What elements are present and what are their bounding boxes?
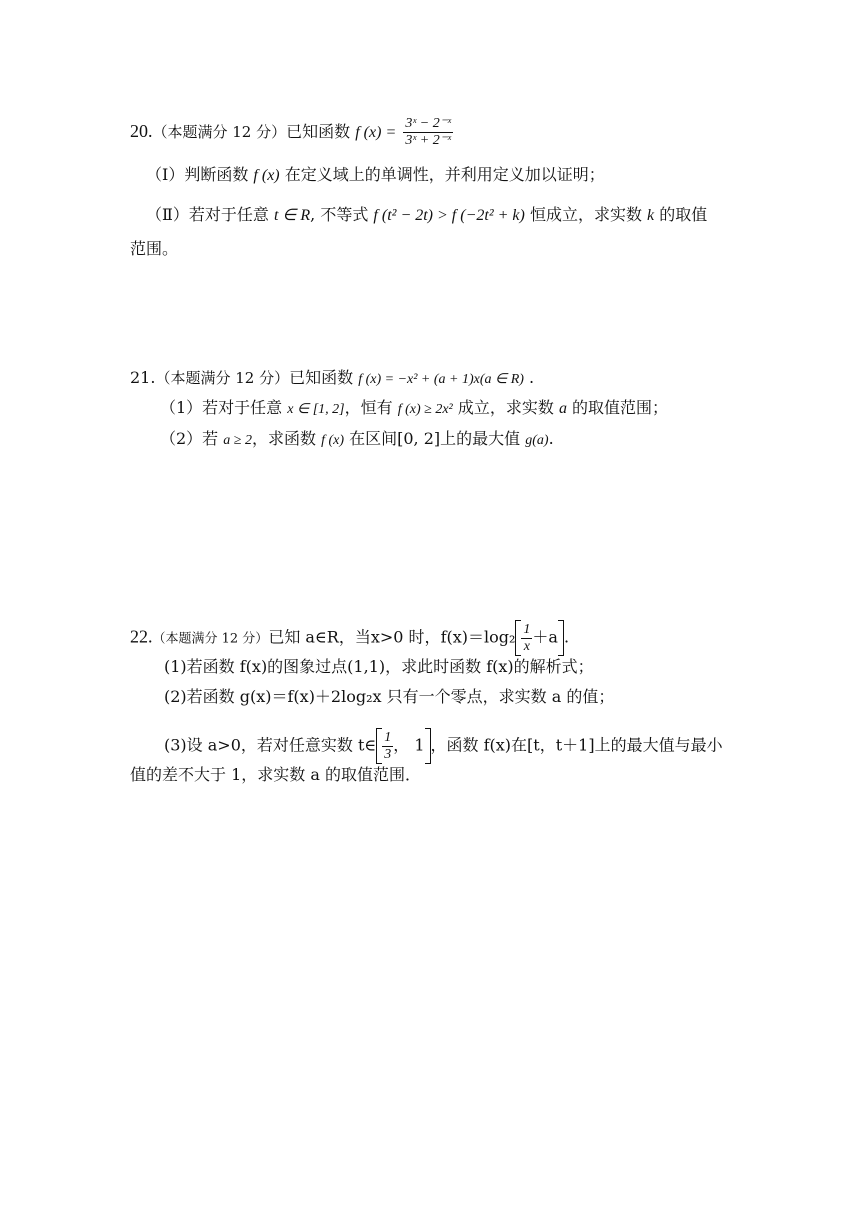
q22-part3 [164, 728, 723, 764]
q20-part2-cont [130, 238, 178, 260]
q22-part3-text-b: ，函数 f(x)在[t，t＋1]上的最大值与最小 [430, 735, 723, 755]
q21-intro: 已知函数 [289, 368, 354, 387]
q22-intro-b: a∈R，当 [305, 627, 371, 647]
q21-part2-text-d: . [548, 429, 554, 448]
q21-end: . [529, 368, 535, 387]
q20-part2-text-c: 恒成立，求实数 [529, 205, 642, 224]
q21-part1-x: x ∈ [1, 2] [287, 402, 345, 417]
q20-frac-den: 3ˣ + 2⁻ˣ [405, 133, 452, 148]
q20-part2-text-a: （Ⅱ）若对于任意 [146, 205, 269, 224]
q20-part2-t: t ∈ R [273, 207, 311, 224]
q21-number: 21. [130, 368, 156, 387]
q22-number: 22. [130, 626, 153, 647]
q22-intro-c: x>0 时， [370, 627, 441, 647]
q21-part1-var: a [558, 400, 567, 417]
q22-frac-num: 1 [523, 621, 531, 637]
q20-part2-text-d: 的取值 [659, 205, 708, 224]
q20-intro: 已知函数 [286, 122, 351, 141]
q22-intro-a: 已知 [268, 627, 301, 647]
q21-part2-g: g(a) [525, 433, 549, 448]
q21-part1-text-c: 成立，求实数 [457, 398, 554, 417]
q20-part1-func: f (x) [253, 167, 280, 184]
q22-part3-one: ， 1 [393, 735, 425, 755]
q20-frac-num: 3ˣ − 2⁻ˣ [405, 116, 452, 131]
q22-func: f(x)＝log₂ [440, 627, 516, 647]
q20-header [130, 116, 455, 149]
q21-tag: （本题满分 12 分） [155, 369, 290, 387]
q21-part2 [160, 428, 554, 452]
q22-part3-text-a: (3)设 a>0，若对任意实数 t∈ [164, 735, 377, 755]
q20-part1-text-a: （Ⅰ）判断函数 [146, 165, 249, 184]
q21-part1 [160, 397, 668, 421]
q21-func: f (x) = −x² + (a + 1)x(a ∈ R) [358, 372, 524, 387]
q20-tag: （本题满分 12 分） [152, 123, 287, 141]
q21-header [130, 367, 534, 391]
q21-part2-text-b: ，求函数 [251, 429, 316, 448]
q22-end: . [563, 627, 570, 647]
q21-part2-func: f (x) [321, 433, 345, 448]
q22-part3-fraction [382, 730, 393, 763]
q22-tag: （本题满分 12 分） [152, 631, 269, 647]
q20-part2 [146, 204, 707, 227]
q22-part3-frac-num: 1 [384, 729, 392, 745]
q22-part3-cont [130, 764, 421, 786]
q22-frac-den: x [523, 638, 531, 654]
q21-part1-text-d: 的取值范围； [572, 398, 669, 417]
q20-part2-text-b: , 不等式 [310, 205, 369, 224]
q22-part1-text: (1)若函数 f(x)的图象过点(1,1)，求此时函数 f(x)的解析式； [164, 657, 594, 676]
q21-part2-cond: a ≥ 2 [223, 433, 252, 448]
q22-part3-frac-den: 3 [384, 746, 392, 762]
q21-part1-text-a: （1）若对于任意 [160, 398, 283, 417]
q20-part2-inequality: f (t² − 2t) > f (−2t² + k) [373, 207, 525, 224]
q20-part2-text-e: 范围。 [130, 239, 179, 258]
q20-part2-k: k [647, 207, 655, 224]
q22-frac-plus: ＋a [532, 627, 558, 647]
q20-part1 [146, 164, 605, 187]
q22-part1 [164, 656, 594, 678]
q21-part1-inequality: f (x) ≥ 2x² [397, 402, 453, 417]
q22-part2-text: (2)若函数 g(x)＝f(x)＋2log₂x 只有一个零点，求实数 a 的值； [164, 687, 615, 706]
q21-part2-text-a: （2）若 [160, 429, 219, 448]
q22-fraction [521, 622, 532, 655]
q21-part1-text-b: ，恒有 [344, 398, 393, 417]
q20-part1-text-b: 在定义域上的单调性，并利用定义加以证明； [284, 165, 605, 184]
q21-part2-text-c: 在区间[0, 2]上的最大值 [349, 429, 521, 448]
q22-part2 [164, 686, 614, 708]
q20-number: 20. [130, 121, 153, 141]
q22-part3-text-c: 值的差不大于 1，求实数 a 的取值范围． [130, 765, 421, 784]
q20-func-lhs: f (x) = [355, 124, 397, 141]
q20-fraction [403, 116, 453, 149]
q22-header [130, 620, 569, 656]
